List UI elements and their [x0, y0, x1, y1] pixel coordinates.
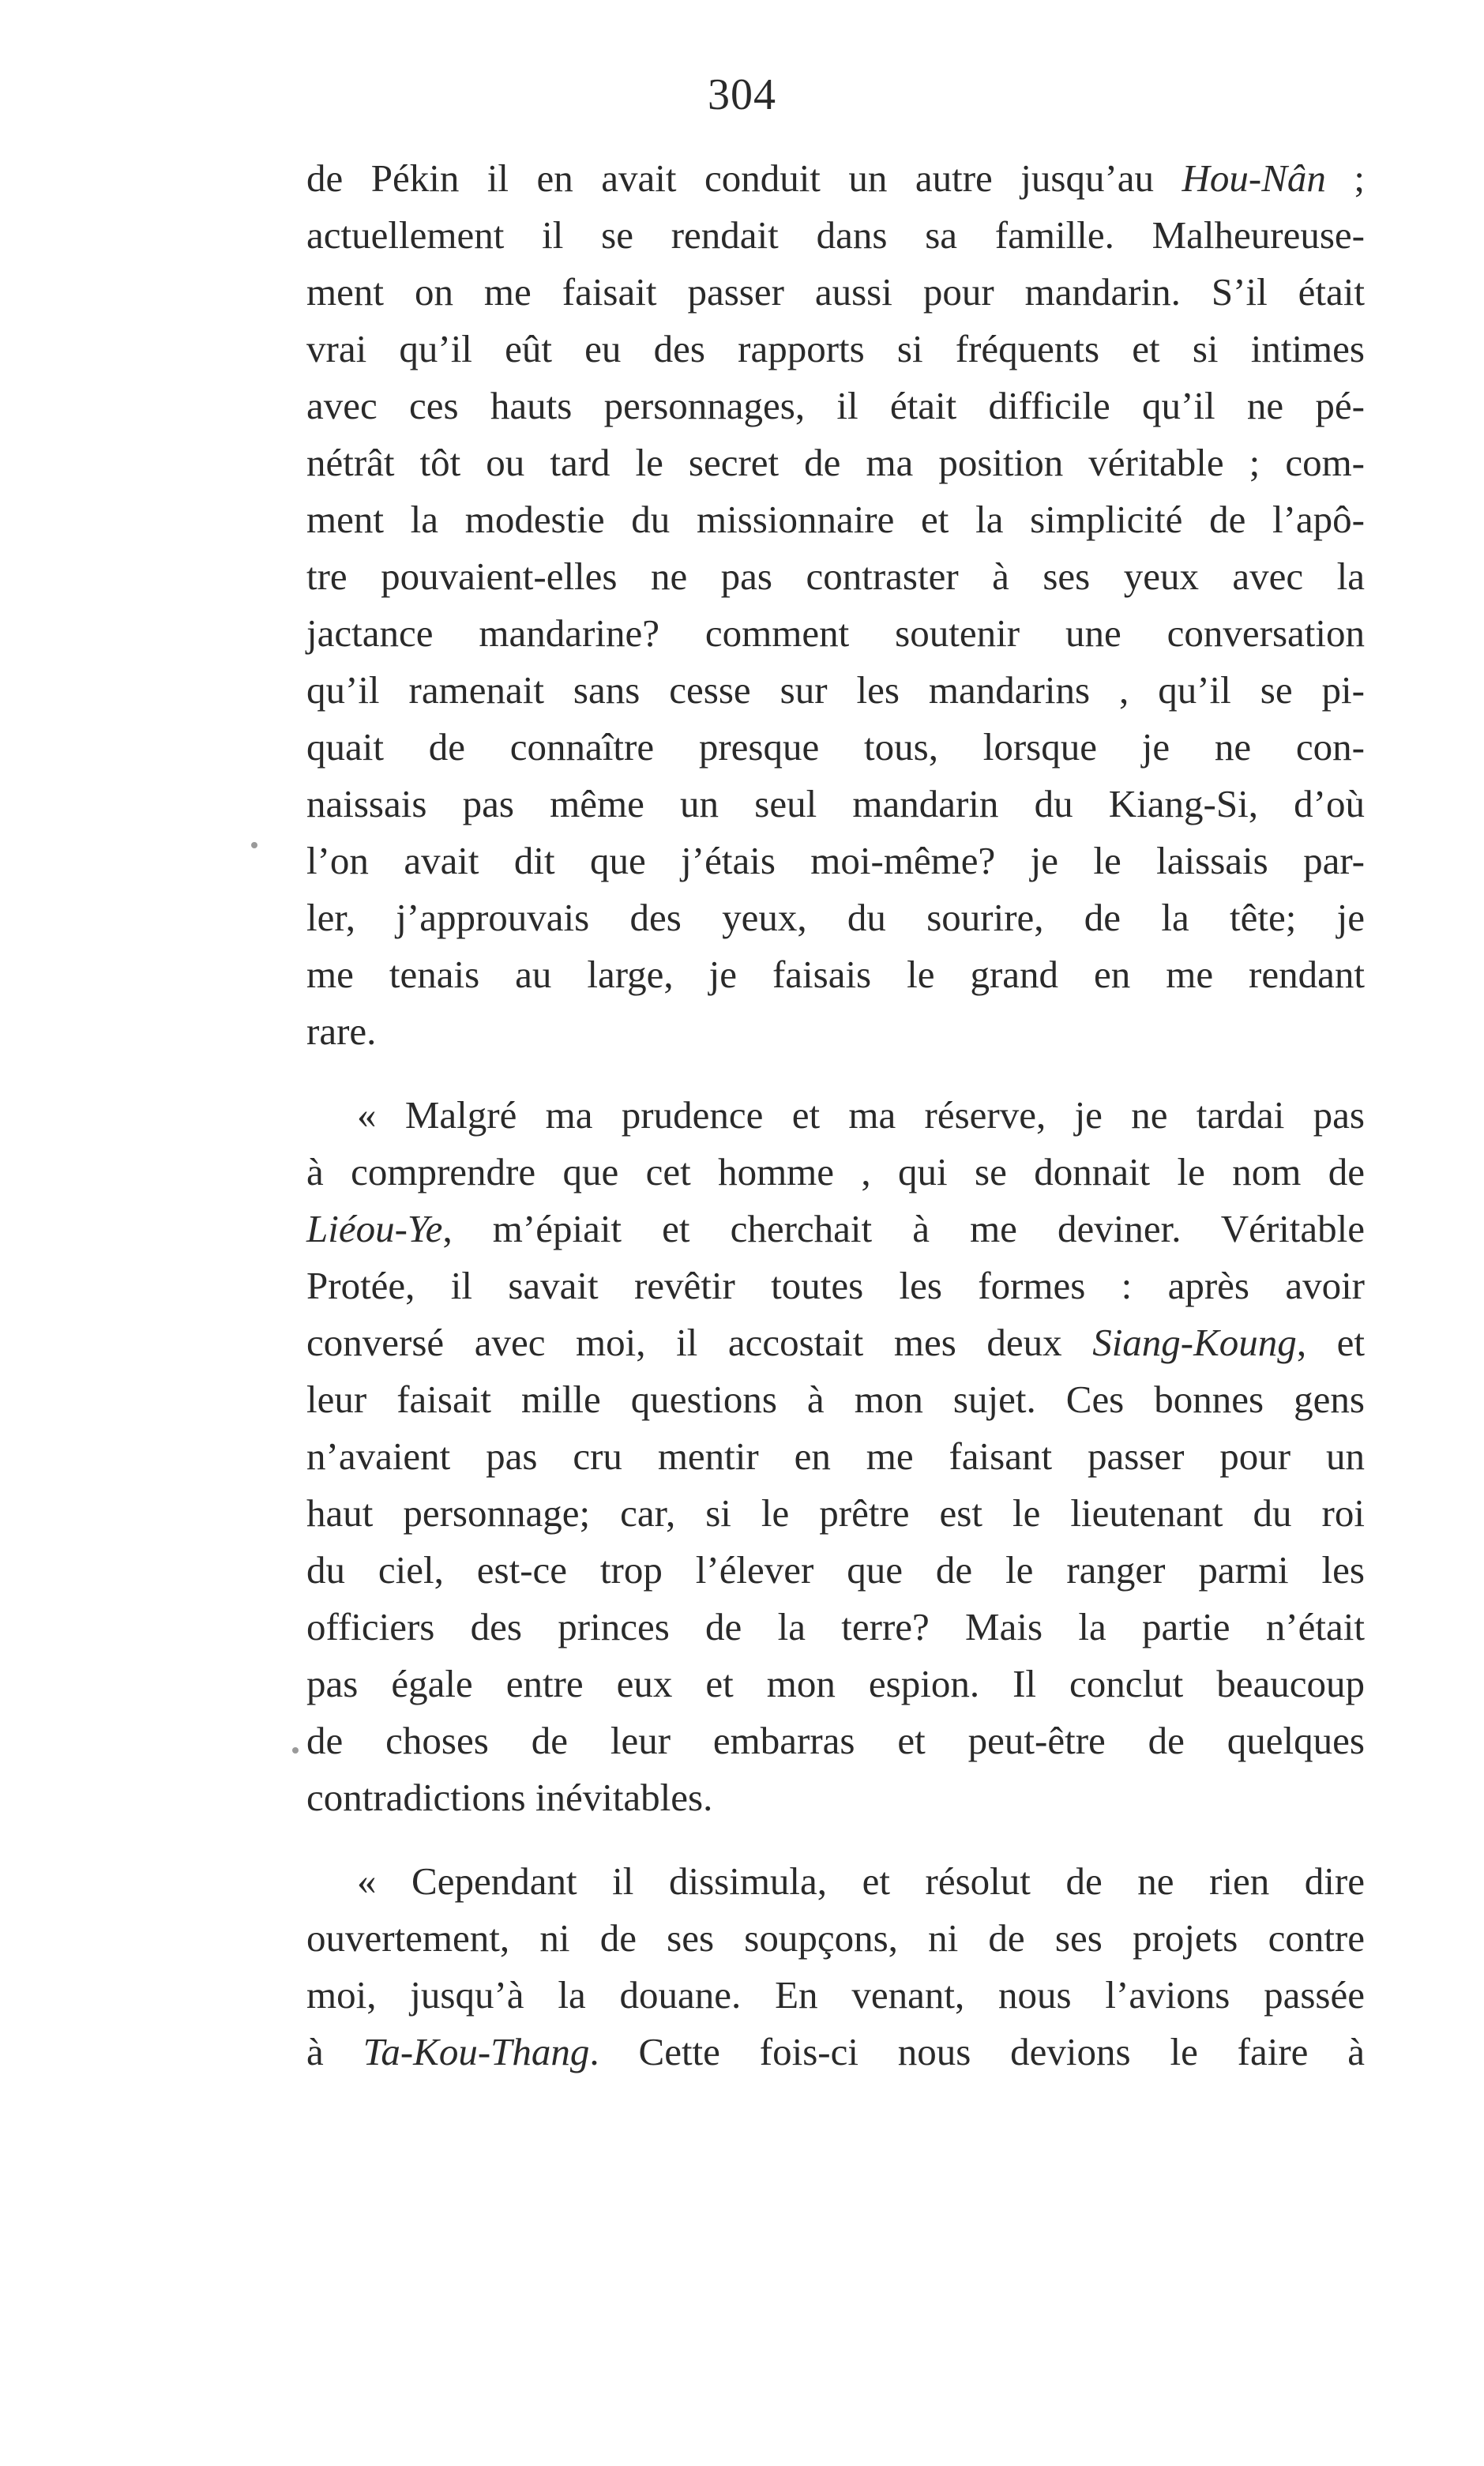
text-line: conversé avec moi, il accostait mes deux Siang-Koung, et [306, 1321, 1365, 1364]
margin-speck [251, 842, 257, 848]
text-line: nétrât tôt ou tard le secret de ma position véritable ; com- [306, 441, 1365, 484]
text-line: rare. [306, 1009, 377, 1053]
text-line: « Cependant il dissimula, et résolut de ne rien dire [357, 1859, 1365, 1903]
text-line: officiers des princes de la terre? Mais la partie n’était [306, 1605, 1365, 1648]
text-line: avec ces hauts personnages, il était difficile qu’il ne pé- [306, 384, 1365, 427]
text-line: tre pouvaient-elles ne pas contraster à ses yeux avec la [306, 554, 1365, 598]
text-line: du ciel, est-ce trop l’élever que de le ranger parmi les [306, 1548, 1365, 1592]
text-line: leur faisait mille questions à mon sujet. Ces bonnes gens [306, 1378, 1365, 1421]
text-line: « Malgré ma prudence et ma réserve, je ne tardai pas [357, 1093, 1365, 1137]
text-line: à comprendre que cet homme , qui se donnait le nom de [306, 1150, 1365, 1194]
body-text [306, 150, 1365, 2081]
text-line: ment la modestie du missionnaire et la simplicité de l’apô- [306, 498, 1365, 541]
margin-speck [292, 1747, 299, 1754]
text-line: qu’il ramenait sans cesse sur les mandarins , qu’il se pi- [306, 668, 1365, 712]
paragraph-1 [306, 150, 1365, 1060]
text-line: de Pékin il en avait conduit un autre jusqu’au Hou-Nân ; [306, 156, 1365, 200]
text-line: ouvertement, ni de ses soupçons, ni de ses projets contre [306, 1916, 1365, 1960]
text-line: l’on avait dit que j’étais moi-même? je le laissais par- [306, 839, 1365, 882]
text-line: ment on me faisait passer aussi pour mandarin. S’il était [306, 270, 1365, 314]
text-line: haut personnage; car, si le prêtre est le lieutenant du roi [306, 1491, 1365, 1535]
text-line: me tenais au large, je faisais le grand en me rendant [306, 953, 1365, 996]
text-line: naissais pas même un seul mandarin du Kiang-Si, d’où [306, 782, 1365, 825]
text-line: quait de connaître presque tous, lorsque je ne con- [306, 725, 1365, 769]
text-line: actuellement il se rendait dans sa famille. Malheureuse- [306, 213, 1365, 257]
paragraph-3 [306, 1853, 1365, 2081]
text-line: n’avaient pas cru mentir en me faisant passer pour un [306, 1434, 1365, 1478]
paragraph-2 [306, 1087, 1365, 1826]
text-line: contradictions inévitables. [306, 1776, 713, 1819]
text-line: Liéou-Ye, m’épiait et cherchait à me deviner. Véritable [306, 1207, 1365, 1250]
text-line: moi, jusqu’à la douane. En venant, nous l’avions passée [306, 1973, 1365, 2017]
text-line: vrai qu’il eût eu des rapports si fréquents et si intimes [306, 327, 1365, 370]
text-line: de choses de leur embarras et peut-être de quelques [306, 1719, 1365, 1762]
text-line: Protée, il savait revêtir toutes les formes : après avoir [306, 1264, 1365, 1307]
page-number: 304 [708, 70, 776, 119]
text-line: à Ta-Kou-Thang. Cette fois-ci nous devions le faire à [306, 2030, 1365, 2073]
text-line: ler, j’approuvais des yeux, du sourire, de la tête; je [306, 896, 1365, 939]
text-line: jactance mandarine? comment soutenir une conversation [306, 611, 1365, 655]
text-line: pas égale entre eux et mon espion. Il conclut beaucoup [306, 1662, 1365, 1705]
